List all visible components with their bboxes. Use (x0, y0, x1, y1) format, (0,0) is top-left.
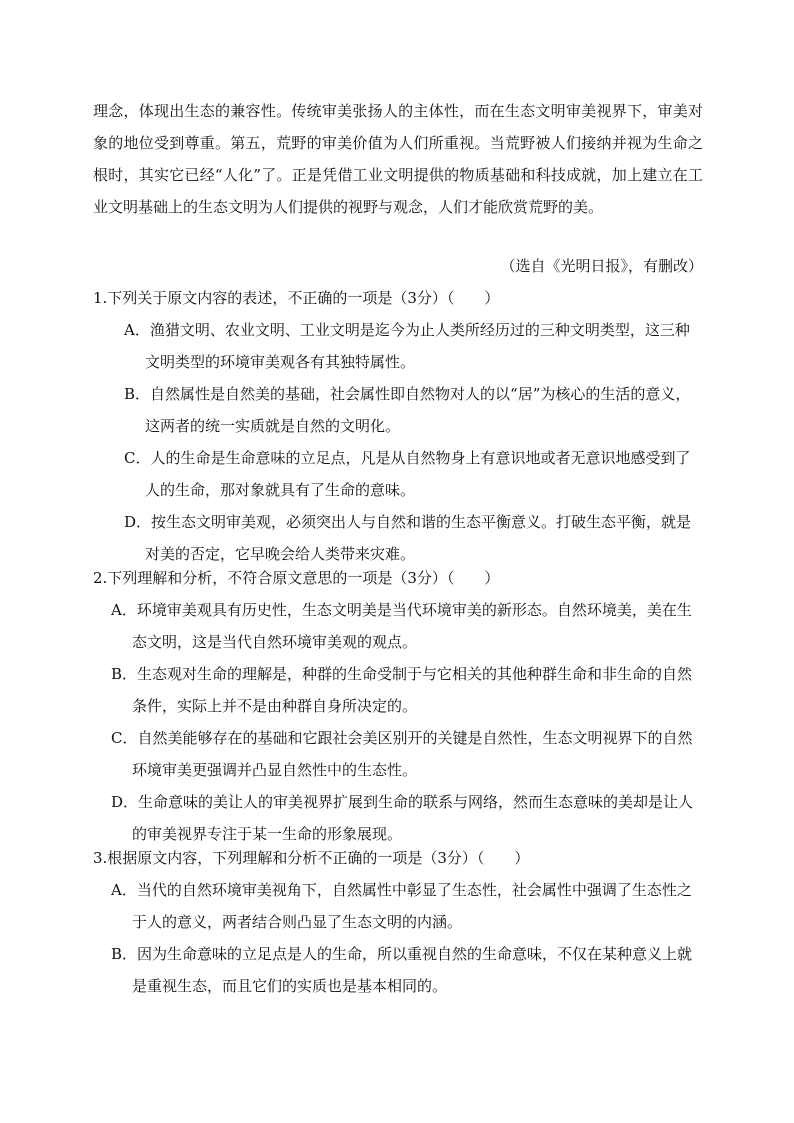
option-b: B．生态观对生命的理解是，种群的生命受制于与它相关的其他种群生命和非生命的自然条件，实际上并不是由种群自身所决定的。 (111, 665, 693, 715)
option-a: A．环境审美观具有历史性，生态文明美是当代环境审美的新形态。自然环境美，美在生态文明，这是当代自然环境审美观的观点。 (111, 601, 692, 651)
option-c: C．自然美能够存在的基础和它跟社会美区别开的关键是自然性，生态文明视界下的自然环境审美更强调并凸显自然性中的生态性。 (111, 729, 693, 779)
question-stem: 2.下列理解和分析，不符合原文意思的一项是（3分）（ ） (93, 569, 500, 587)
option-d: D．按生态文明审美观，必须突出人与自然和谐的生态平衡意义。打破生态平衡，就是对美的否定，它早晚会给人类带来灾难。 (124, 513, 692, 563)
option-c: C．人的生命是生命意味的立足点，凡是从自然物身上有意识地或者无意识地感受到了人的生命，那对象就具有了生命的意味。 (124, 449, 691, 499)
question-1 (93, 282, 703, 570)
option-b: B．因为生命意味的立足点是人的生命，所以重视自然的生命意味，不仅在某种意义上就是重视生态，而且它们的实质也是基本相同的。 (111, 945, 693, 995)
question-2 (93, 562, 703, 850)
option-b: B．自然属性是自然美的基础，社会属性即自然物对人的以“居”为核心的生活的意义，这两者的统一实质就是自然的文明化。 (124, 385, 691, 435)
source-citation: （选自《光明日报》，有删改） (500, 257, 703, 275)
passage-text: 理念，体现出生态的兼容性。传统审美张扬人的主体性，而在生态文明审美视界下，审美对象的地位受到尊重。第五，荒野的审美价值为人们所重视。当荒野被人们接纳并视为生命之根时，其实它已经“人化”了。正是凭借工业文明提供的物质基础和科技成就，加上建立在工业文明基础上的生态文明为人们提供的视野与观念，人们才能欣赏荒野的美。 (93, 102, 703, 216)
option-d: D．生命意味的美让人的审美视界扩展到生命的联系与网络，然而生态意味的美却是让人的审美视界专注于某一生命的形象展现。 (111, 793, 694, 843)
question-stem: 1.下列关于原文内容的表述，不正确的一项是（3分）（ ） (93, 289, 500, 307)
option-a: A．当代的自然环境审美视角下，自然属性中彰显了生态性，社会属性中强调了生态性之于人的意义，两者结合则凸显了生态文明的内涵。 (111, 881, 692, 931)
question-3 (93, 842, 703, 1002)
question-stem: 3.根据原文内容，下列理解和分析不正确的一项是（3分）（ ） (93, 849, 530, 867)
option-a: A．渔猎文明、农业文明、工业文明是迄今为止人类所经历过的三种文明类型，这三种文明类型的环境审美观各有其独特属性。 (124, 321, 690, 371)
